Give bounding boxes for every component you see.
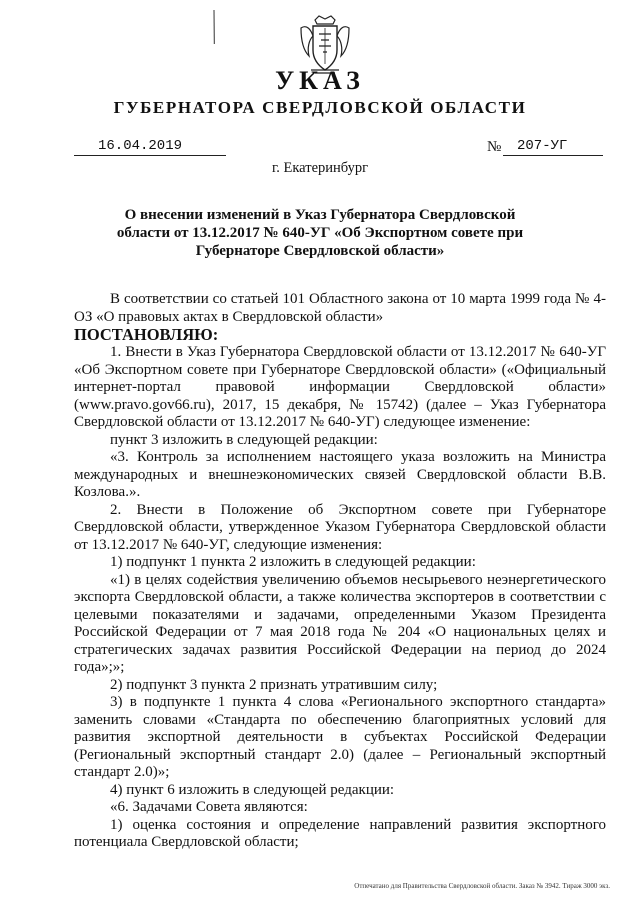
document-title: УКАЗ [275, 66, 365, 95]
paragraph-subitem-3: 3) в подпункте 1 пункта 4 слова «Регионального экспортного стандарта» заменить словами «Стандарта по обеспечению благоприятных условий для развития экспортной деятельности в субъектах Российской Федерации (Региональный экспортный стандарт 2.0) (далее – Региональный экспортный стандарт 2.0)»; [74, 694, 606, 780]
intro-paragraph: В соответствии со статьей 101 Областного закона от 10 марта 1999 года № 4-ОЗ «О правовых актах в Свердловской области» [74, 291, 606, 325]
print-footer: Отпечатано для Правительства Свердловской области. Заказ № 3942. Тираж 3000 экз. [354, 882, 610, 890]
document-number: 207-УГ [517, 138, 568, 154]
paragraph-subitem-2: 2) подпункт 3 пункта 2 признать утратившим силу; [110, 676, 438, 693]
paragraph-subitem-4: 4) пункт 6 изложить в следующей редакции: [110, 781, 395, 798]
paragraph-subitem-1: 1) подпункт 1 пункта 2 изложить в следующей редакции: [110, 554, 476, 570]
number-label: № [487, 139, 502, 155]
paragraph-item-1-quote: «3. Контроль за исполнением настоящего указа возложить на Министра международных и внешнеэкономических связей Свердловской области В.В. Козлова.». [74, 449, 606, 500]
document-body [74, 291, 606, 852]
decree-word: ПОСТАНОВЛЯЮ: [74, 325, 219, 344]
city: г. Екатеринбург [271, 160, 369, 176]
document-heading: О внесении изменений в Указ Губернатора Свердловской области от 13.12.2017 № 640-УГ «Об Экспортном совете при Губернаторе Свердловской области» [116, 207, 524, 259]
number-field [503, 137, 603, 156]
paragraph-item-1: 1. Внести в Указ Губернатора Свердловской области от 13.12.2017 № 640-УГ «Об Экспортном совете при Губернаторе Свердловской области» («Официальный интернет-портал правовой информации Свердловской области» (www.pravo.gov66.ru), 2017, 15 декабря, № 15742) (далее – Указ Губернатора Свердловской области от 13.12.2017 № 640-УГ) следующее изменение: [74, 344, 606, 430]
paragraph-subitem-4-item-1: 1) оценка состояния и определение направлений развития экспортного потенциала Свердловской области; [74, 816, 606, 850]
paragraph-item-2: 2. Внести в Положение об Экспортном совете при Губернаторе Свердловской области, утвержденное Указом Губернатора Свердловской области от 13.12.2017 № 640-УГ, следующие изменения: [74, 501, 606, 553]
document-subtitle: ГУБЕРНАТОРА СВЕРДЛОВСКОЙ ОБЛАСТИ [113, 98, 527, 117]
paragraph-subitem-4-quote: «6. Задачами Совета являются: [110, 799, 308, 815]
date-field [74, 137, 226, 156]
document-date: 16.04.2019 [98, 138, 183, 154]
paragraph-subitem-1-quote: «1) в целях содействия увеличению объемов несырьевого неэнергетического экспорта Свердловской области, а также количества экспортеров в соответствии с целевыми показателями и задачами, определенными Указом Президента Российской Федерации от 7 мая 2018 года № 204 «О национальных целях и стратегических задачах развития Российской Федерации на период до 2024 года»;»; [74, 571, 606, 675]
pen-mark [213, 10, 215, 44]
paragraph-item-1-instruction: пункт 3 изложить в следующей редакции: [110, 431, 378, 448]
